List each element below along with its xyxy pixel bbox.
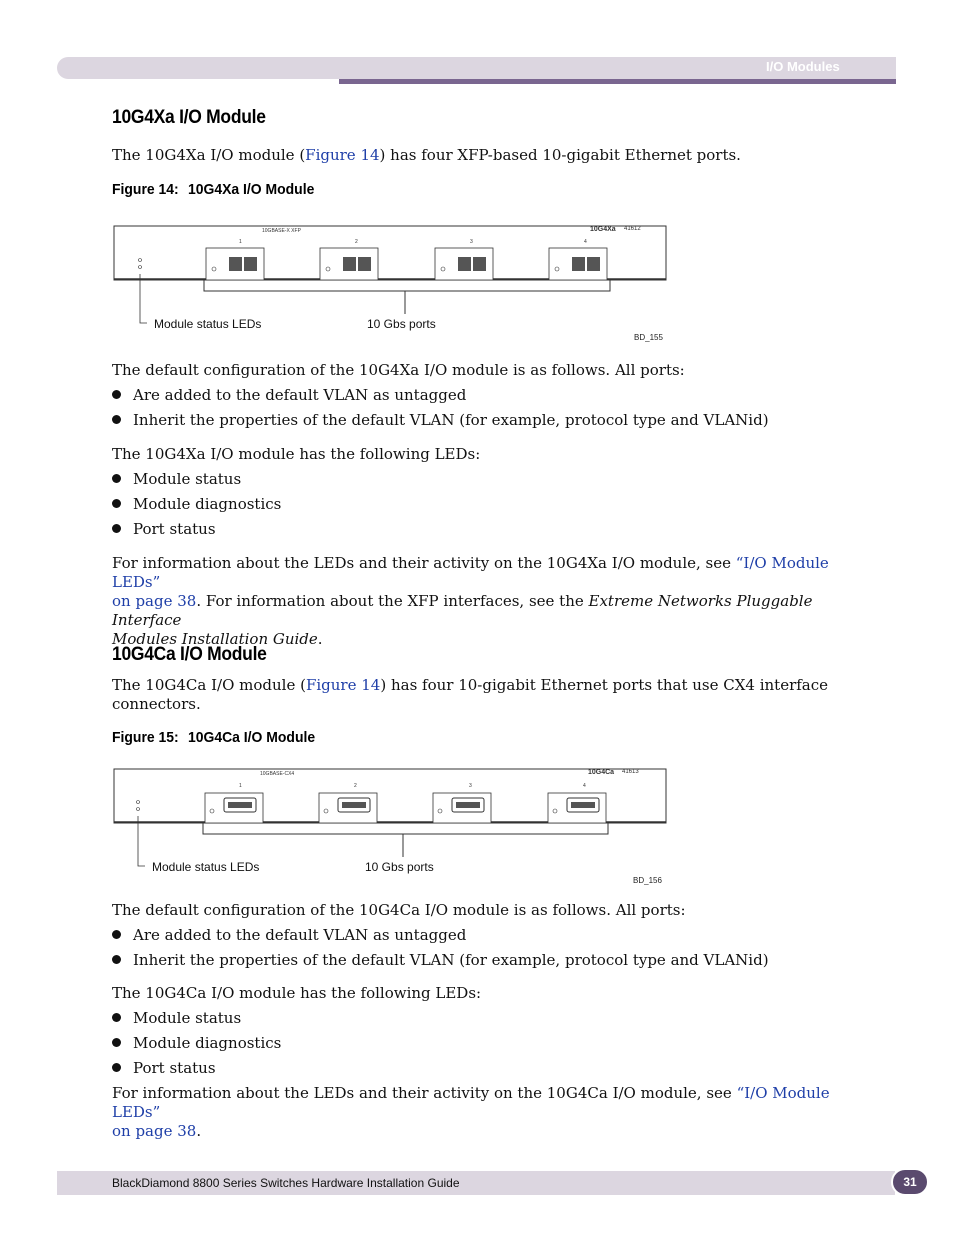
cx4-port-2 — [319, 793, 377, 823]
port-number-3: 3 — [469, 783, 472, 789]
callout-module-status-leds: Module status LEDs — [152, 860, 260, 874]
module-model-label: 10G4Xa — [590, 226, 616, 233]
figure-14-link[interactable]: Figure 14 — [305, 146, 380, 164]
xfp-port-3 — [435, 248, 493, 280]
header-accent-rule — [339, 79, 896, 84]
leds-intro-10g4xa: The 10G4Xa I/O module has the following LEDs: — [112, 445, 481, 463]
leds-intro-10g4ca: The 10G4Ca I/O module has the following LEDs: — [112, 984, 482, 1002]
xfp-port-2 — [320, 248, 378, 280]
list-item: Module status — [112, 1009, 241, 1028]
port-number-4: 4 — [584, 239, 587, 245]
panel-label: 10GBASE-X XFP — [262, 228, 301, 234]
section-heading-10g4xa: 10G4Xa I/O Module — [112, 107, 266, 128]
cx4-port-3 — [433, 793, 491, 823]
figure-14-diagram — [112, 222, 672, 352]
page-38-link[interactable]: on page 38 — [112, 1122, 197, 1140]
list-item: Are added to the default VLAN as untagged — [112, 386, 466, 405]
callout-module-status-leds: Module status LEDs — [154, 317, 262, 331]
intro-paragraph-10g4ca: The 10G4Ca I/O module (Figure 14) has four 10-gigabit Ethernet ports that use CX4 interface connectors. — [112, 676, 829, 713]
drawing-id: BD_155 — [634, 333, 663, 342]
config-intro-10g4ca: The default configuration of the 10G4Ca I/O module is as follows. All ports: — [112, 901, 686, 919]
list-item: Inherit the properties of the default VLAN (for example, protocol type and VLANid) — [112, 411, 769, 430]
part-number: 41612 — [624, 226, 641, 232]
port-number-2: 2 — [355, 239, 358, 245]
cx4-port-4 — [548, 793, 606, 823]
xfp-port-4 — [549, 248, 607, 280]
info-paragraph-10g4ca: For information about the LEDs and their activity on the 10G4Ca I/O module, see “I/O Module LEDs” on page 38. — [112, 1084, 830, 1140]
page-38-link[interactable]: on page 38 — [112, 592, 197, 610]
list-item: Module diagnostics — [112, 495, 281, 514]
running-header: I/O Modules — [766, 59, 840, 74]
figure-15-diagram — [112, 765, 672, 895]
figure-14-link[interactable]: Figure 14 — [305, 676, 381, 694]
module-faceplate-cx4 — [112, 765, 672, 895]
info-paragraph-10g4xa: For information about the LEDs and their activity on the 10G4Xa I/O module, see “I/O Module LEDs” on page 38. For information about the XFP interfaces, see the Extreme Networks Pluggable Interface Modules Installation Guide. — [112, 554, 829, 648]
cx4-port-1 — [205, 793, 263, 823]
port-number-1: 1 — [239, 783, 242, 789]
section-heading-10g4ca: 10G4Ca I/O Module — [112, 644, 267, 665]
page-number: 31 — [891, 1168, 929, 1196]
footer-title: BlackDiamond 8800 Series Switches Hardware Installation Guide — [112, 1176, 460, 1190]
port-number-1: 1 — [239, 239, 242, 245]
drawing-id: BD_156 — [633, 876, 662, 885]
io-module-leds-link[interactable]: “I/O Module LEDs” — [112, 554, 829, 591]
list-item: Are added to the default VLAN as untagged — [112, 926, 466, 945]
module-model-label: 10G4Ca — [588, 769, 615, 776]
port-number-4: 4 — [583, 783, 586, 789]
panel-label: 10GBASE-CX4 — [260, 771, 295, 777]
list-item: Inherit the properties of the default VLAN (for example, protocol type and VLANid) — [112, 951, 769, 970]
port-number-2: 2 — [354, 783, 357, 789]
intro-paragraph-10g4xa: The 10G4Xa I/O module (Figure 14) has four XFP-based 10-gigabit Ethernet ports. — [112, 146, 741, 164]
list-item: Port status — [112, 520, 216, 539]
io-module-leds-link[interactable]: “I/O Module LEDs” — [112, 1084, 830, 1121]
port-number-3: 3 — [470, 239, 473, 245]
config-intro-10g4xa: The default configuration of the 10G4Xa I/O module is as follows. All ports: — [112, 361, 685, 379]
callout-10gbs-ports: 10 Gbs ports — [365, 860, 434, 874]
list-item: Port status — [112, 1059, 216, 1078]
xfp-port-1 — [206, 248, 264, 280]
list-item: Module status — [112, 470, 241, 489]
list-item: Module diagnostics — [112, 1034, 281, 1053]
figure-15-caption: Figure 15: 10G4Ca I/O Module — [112, 729, 316, 746]
part-number: 41613 — [622, 769, 639, 775]
callout-10gbs-ports: 10 Gbs ports — [367, 317, 436, 331]
module-faceplate-xfp — [112, 222, 672, 352]
figure-14-caption: Figure 14: 10G4Xa I/O Module — [112, 181, 315, 198]
